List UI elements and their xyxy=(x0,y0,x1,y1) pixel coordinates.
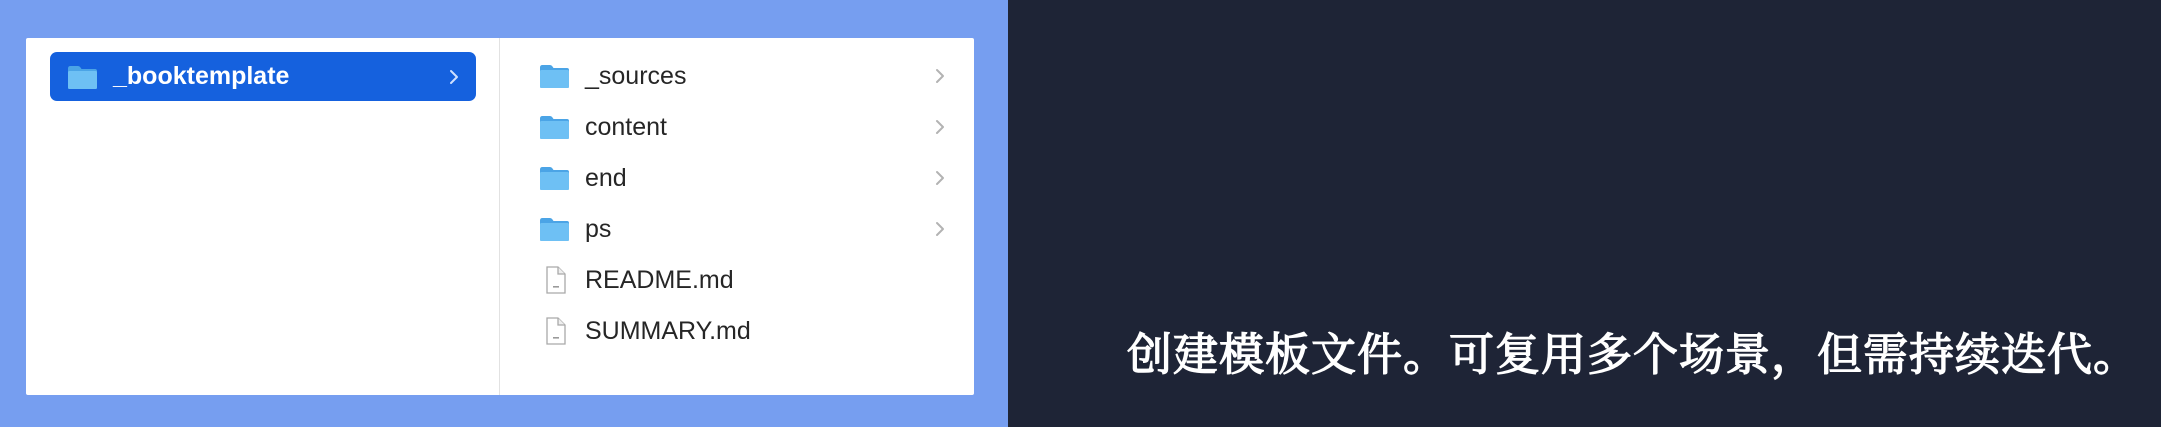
document-icon xyxy=(538,317,571,345)
chevron-right-icon xyxy=(932,67,948,85)
finder-column-1 xyxy=(26,38,500,395)
finder-column-2 xyxy=(500,38,974,395)
folder-item-content[interactable] xyxy=(526,103,962,151)
left-panel xyxy=(0,0,1008,427)
folder-item-end[interactable] xyxy=(526,154,962,202)
folder-icon xyxy=(538,215,571,243)
right-panel xyxy=(1008,0,2161,427)
file-label: SUMMARY.md xyxy=(585,316,751,345)
subtitle-caption: 创建模板文件。可复用多个场景，但需持续迭代。 xyxy=(1126,328,2139,381)
folder-label: _sources xyxy=(585,61,687,90)
folder-icon xyxy=(66,63,99,91)
chevron-right-icon xyxy=(446,68,462,86)
folder-icon xyxy=(538,113,571,141)
folder-item-ps[interactable] xyxy=(526,205,962,253)
folder-item-booktemplate[interactable] xyxy=(50,52,476,101)
file-item-summary[interactable] xyxy=(526,307,962,355)
file-label: README.md xyxy=(585,265,734,294)
folder-label: end xyxy=(585,163,627,192)
file-item-readme[interactable] xyxy=(526,256,962,304)
chevron-right-icon xyxy=(932,169,948,187)
folder-label: _booktemplate xyxy=(113,62,290,90)
folder-item-sources[interactable] xyxy=(526,52,962,100)
chevron-right-icon xyxy=(932,118,948,136)
folder-label: content xyxy=(585,112,668,141)
document-icon xyxy=(538,266,571,294)
finder-window xyxy=(26,38,974,395)
folder-icon xyxy=(538,62,571,90)
folder-label: ps xyxy=(585,214,612,243)
chevron-right-icon xyxy=(932,220,948,238)
folder-icon xyxy=(538,164,571,192)
